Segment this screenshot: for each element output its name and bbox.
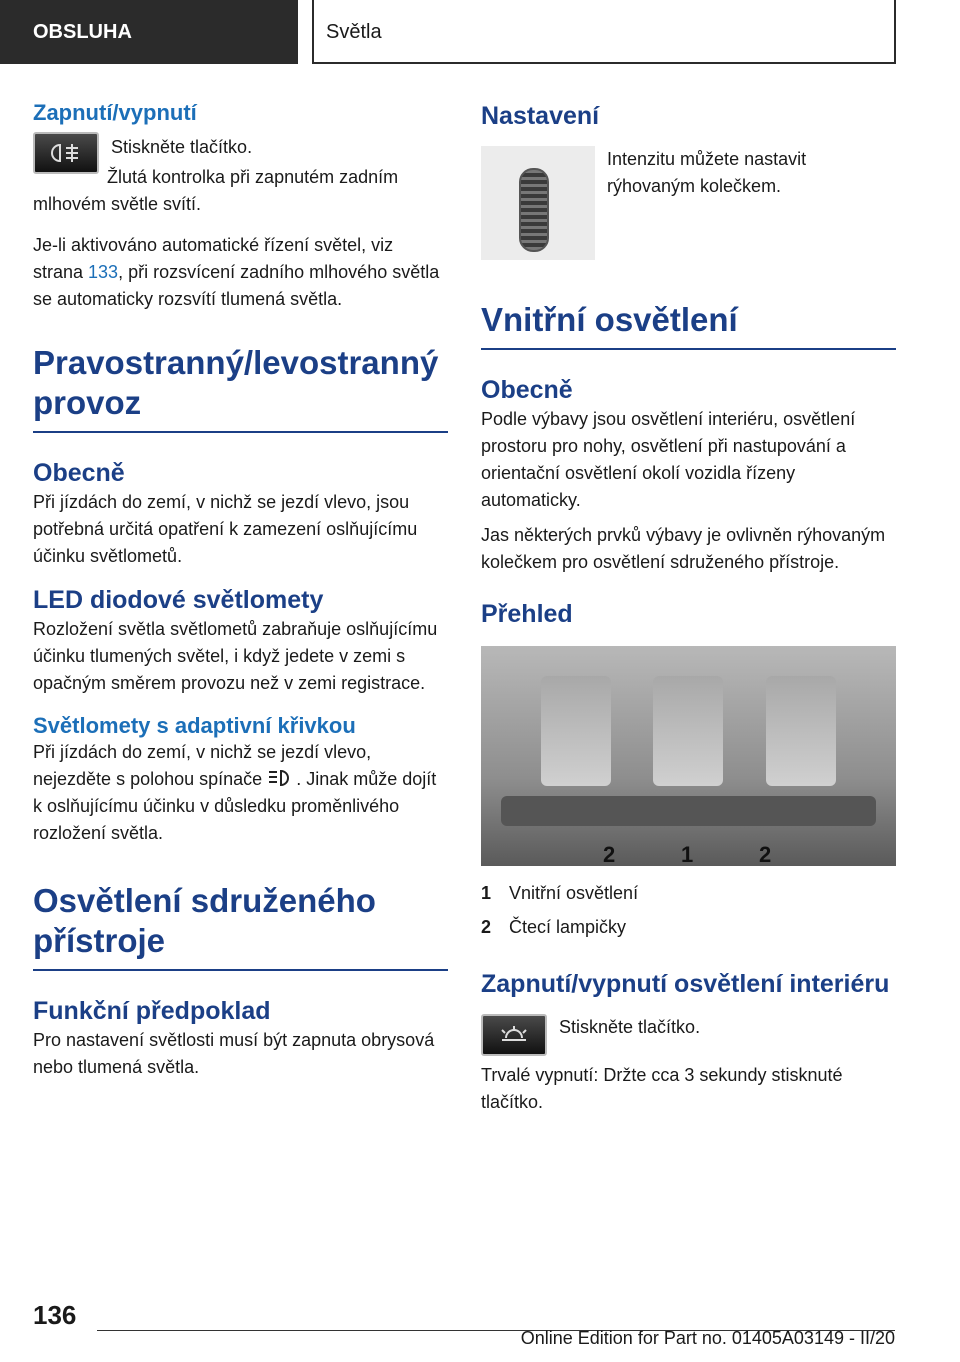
chapter-title: Světla (312, 0, 896, 64)
rear-fog-light-button-icon (33, 132, 99, 174)
heading-interior-light: Vnitřní osvětlení (481, 300, 896, 350)
heading-interior-on-off: Zapnutí/vypnutí osvětlení interiéru (481, 970, 890, 998)
thumbwheel-icon (481, 146, 595, 260)
left-column (33, 100, 448, 1089)
heading-settings: Nastavení (481, 102, 600, 130)
permanent-off-text: Trvalé vypnutí: Držte cca 3 sekundy stisknuté tlačítko. (481, 1065, 843, 1112)
heading-overview: Přehled (481, 600, 573, 628)
interior-light-button-icon (481, 1014, 547, 1056)
led-text: Rozložení světla světlometů zabraňuje oslňujícímu účinku tlumených světel, i když jedete v zemi s opačným směrem provozu než v zemi registrace. (33, 619, 438, 693)
legend-item: 2 Čtecí lampičky (481, 917, 627, 937)
prerequisite-text: Pro nastavení světlosti musí být zapnuta obrysová nebo tlumená světla. (33, 1030, 435, 1077)
edition-text: Online Edition for Part no. 01405A03149 - II/20 (520, 1328, 895, 1348)
fog-indicator-text: Žlutá kontrolka při zapnutém zadním mlhovém světle svítí. (33, 167, 399, 214)
page-link[interactable]: 133 (88, 262, 119, 282)
legend-item: 1 Vnitřní osvětlení (481, 883, 639, 903)
photo-label: 1 (681, 842, 694, 867)
adaptive-text: Při jízdách do zemí, v nichž se jezdí vlevo, nejezděte s polohou spínače . Jinak může dojít k oslňujícímu účinku v důsledku proměnlivého rozložení světla. (33, 742, 437, 843)
photo-label: 2 (603, 842, 616, 867)
heading-prerequisite: Funkční předpoklad (33, 997, 271, 1025)
page-number: 136 (33, 1300, 77, 1330)
interior-general-text: Podle výbavy jsou osvětlení interiéru, osvětlení prostoru pro nohy, osvětlení při nastupování a orientační osvětlení okolí vozidla řízeny automaticky. (481, 409, 856, 510)
thumbwheel-text: Intenzitu můžete nastavit rýhovaným kolečkem. (607, 149, 807, 196)
heading-general: Obecně (33, 459, 125, 487)
photo-label: 2 (759, 842, 772, 867)
interior-light-photo (481, 646, 896, 866)
heading-general-2: Obecně (481, 376, 573, 404)
heading-instrument-light: Osvětlení sdruženého přístroje (33, 881, 448, 971)
legend (481, 878, 896, 942)
headlight-switch-icon (267, 769, 291, 789)
press-button-text: Stiskněte tlačítko. (111, 137, 253, 157)
heading-led: LED diodové světlomety (33, 586, 324, 614)
press-button-text-2: Stiskněte tlačítko. (559, 1017, 701, 1037)
section-tab: OBSLUHA (0, 0, 298, 64)
heading-traffic-side: Pravostranný/levostranný provoz (33, 343, 448, 433)
general-text: Při jízdách do zemí, v nichž se jezdí vlevo, jsou potřebná určitá opatření k zamezení oslňujícímu účinku světlometů. (33, 492, 418, 566)
heading-adaptive: Světlomety s adaptivní křivkou (33, 713, 356, 738)
auto-light-text: Je-li aktivováno automatické řízení světel, viz strana 133, při rozsvícení zadního mlhového světla se automaticky rozsvítí tlumená světla. (33, 235, 440, 309)
brightness-text: Jas některých prvků výbavy je ovlivněn rýhovaným kolečkem pro osvětlení sdruženého přístroje. (481, 525, 886, 572)
right-column (481, 100, 896, 1124)
heading-on-off: Zapnutí/vypnutí (33, 100, 197, 125)
